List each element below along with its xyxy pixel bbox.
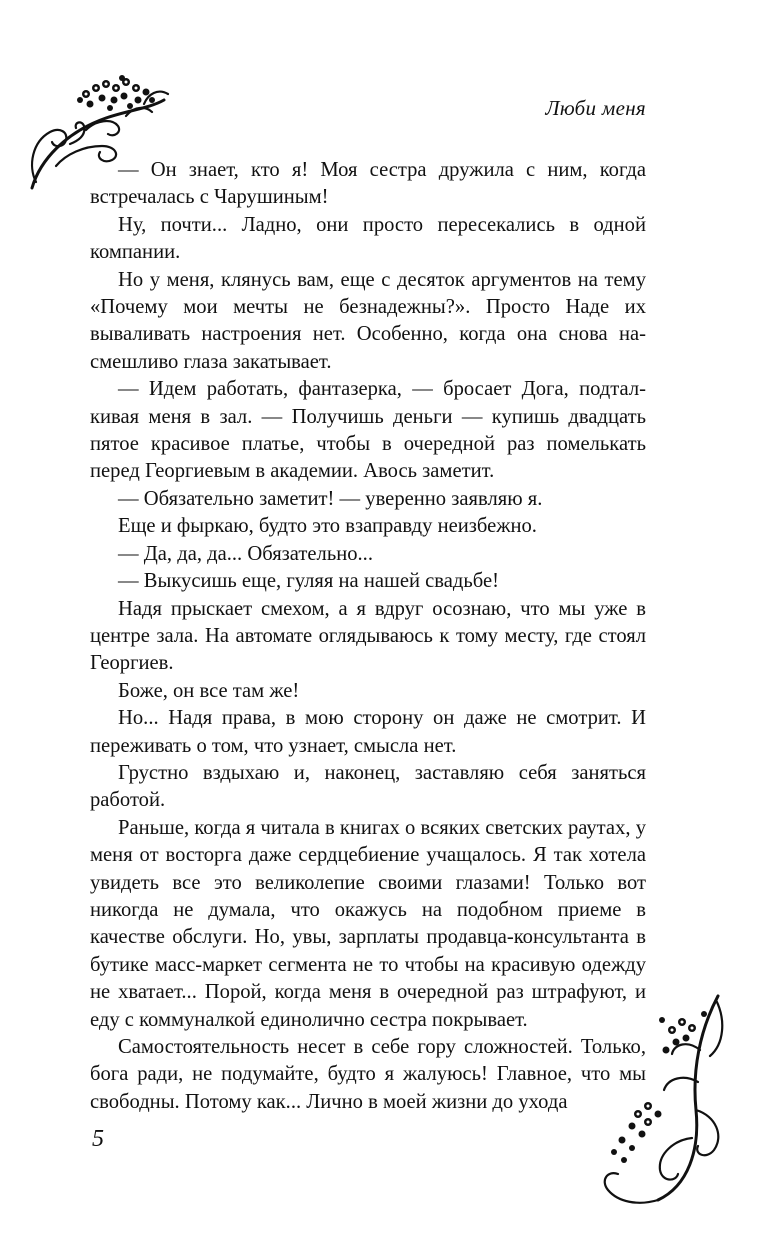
paragraph: Раньше, когда я читала в книгах о всяких светских раутах, у меня от восторга даже сердцебиение учащалось. Я так хотела увидеть все это великолепие своими глазами! Только вот никогда не думала, что окажусь на подобном приеме в качестве обслуги. Но, увы, зарплаты продавца-консультанта в бутике масс-маркет сегмента не то чтобы на красивую одежду не хватает... Порой, когда меня в очередной раз штрафуют, и еду с коммуналкой единолично сестра покрывает. xyxy=(90,816,646,1031)
floral-ornament-bottom-right xyxy=(588,990,728,1210)
running-header-title: Люби меня xyxy=(545,96,646,120)
paragraph: — Идем работать, фантазерка, — бросает Дога, подталкивая меня в зал. — Получишь деньги — купишь двадцать пятое красивое платье, чтобы в очередной раз помелькать перед Георгиевым в академии. Авось заметит. xyxy=(90,378,646,483)
paragraph: Самостоятельность несет в себе гору сложностей. Только, бога ради, не подумайте, будто я жалуюсь! Главное, что мы свободны. Потому как... Лично в моей жизни до ухода xyxy=(90,1036,646,1113)
page-number: 5 xyxy=(92,1126,104,1152)
paragraph: Грустно вздыхаю и, наконец, заставляю себя заняться работой. xyxy=(90,761,646,812)
paragraph: Еще и фыркаю, будто это взаправду неизбежно. xyxy=(118,515,537,538)
paragraph: Боже, он все там же! xyxy=(118,679,300,702)
paragraph: — Он знает, кто я! Моя сестра дружила с ним, когда встречалась с Чарушиным! xyxy=(90,159,646,209)
paragraph: — Выкусишь еще, гуляя на нашей свадьбе! xyxy=(118,570,499,593)
body-text xyxy=(90,157,646,1116)
paragraph: Ну, почти... Ладно, они просто пересекались в одной компании. xyxy=(90,213,646,264)
paragraph: Но у меня, клянусь вам, еще с десяток аргументов на тему «Почему мои мечты не безнадежны?». Просто Наде их вываливать настроения нет. Особенно, когда она снова насмешливо глаза закатывает. xyxy=(90,268,646,373)
paragraph: — Да, да, да... Обязательно... xyxy=(118,542,373,565)
paragraph: — Обязательно заметит! — уверенно заявляю я. xyxy=(118,487,543,510)
paragraph: Но... Надя права, в мою сторону он даже не смотрит. И переживать о том, что узнает, смысла нет. xyxy=(90,707,646,757)
paragraph: Надя прыскает смехом, а я вдруг осознаю, что мы уже в центре зала. На автомате оглядываюсь к тому месту, где стоял Георгиев. xyxy=(90,597,646,675)
